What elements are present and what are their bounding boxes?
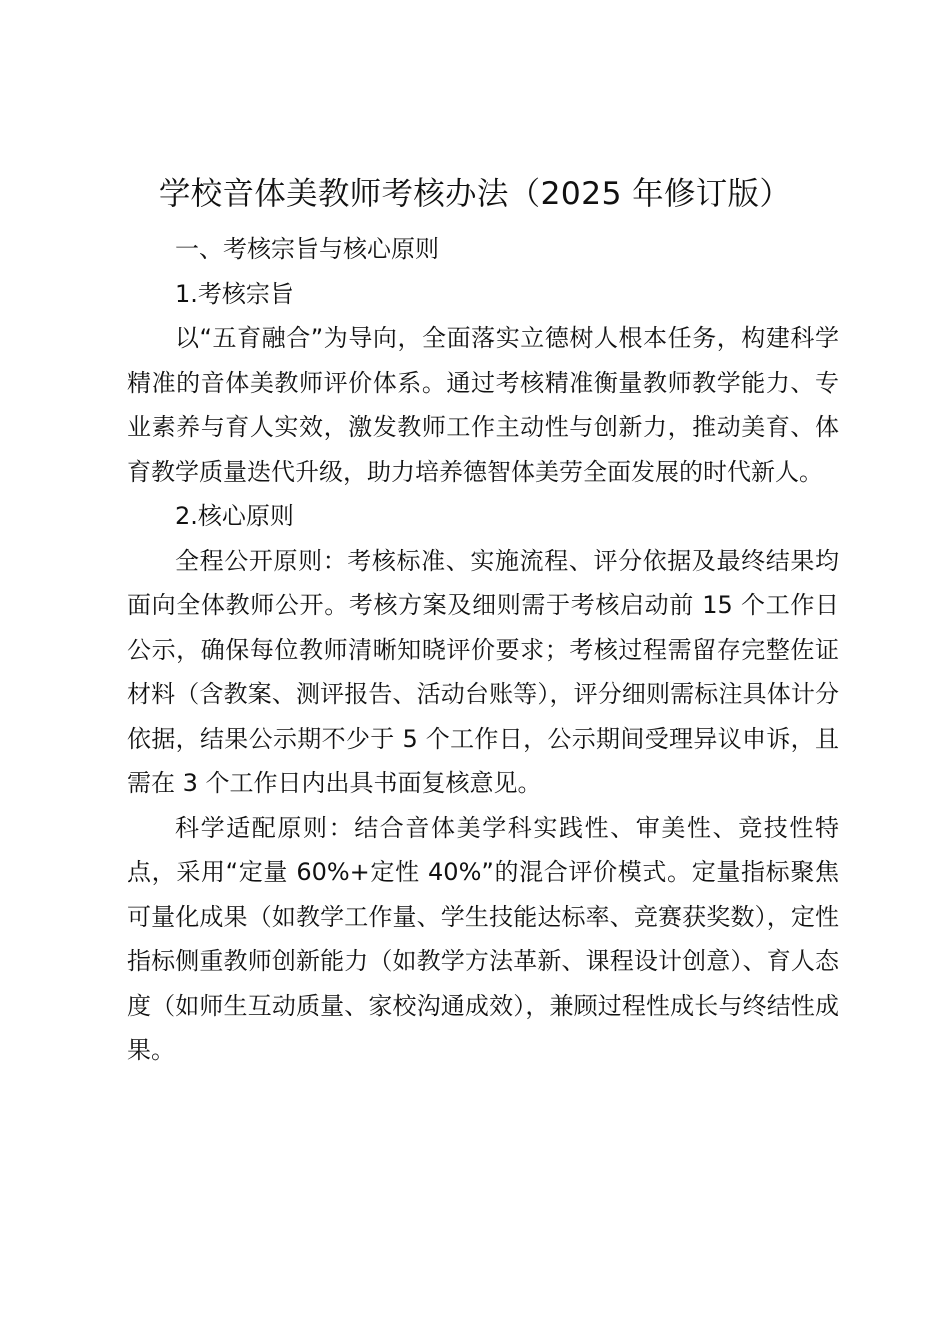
subsection-heading-purpose: 1.考核宗旨 bbox=[175, 279, 294, 308]
paragraph-principle-scientific: 科学适配原则：结合音体美学科实践性、审美性、竞技性特点，采用“定量 60%+定性 40%”的混合评价模式。定量指标聚焦可量化成果（如教学工作量、学生技能达标率、竞赛获奖数），定性指标侧重教师创新能力（如教学方法革新、课程设计创意）、育人态度（如师生互动质量、家校沟通成效），兼顾过程性成长与终结性成果。 bbox=[127, 813, 839, 1064]
paragraph-purpose: 以“五育融合”为导向，全面落实立德树人根本任务，构建科学精准的音体美教师评价体系。通过考核精准衡量教师教学能力、专业素养与育人实效，激发教师工作主动性与创新力，推动美育、体育教学质量迭代升级，助力培养德智体美劳全面发展的时代新人。 bbox=[127, 324, 839, 486]
document-body bbox=[127, 227, 839, 1073]
paragraph-principle-openness: 全程公开原则：考核标准、实施流程、评分依据及最终结果均面向全体教师公开。考核方案及细则需于考核启动前 15 个工作日公示，确保每位教师清晰知晓评价要求；考核过程需留存完整佐证材料（含教案、测评报告、活动台账等），评分细则需标注具体计分依据，结果公示期不少于 5 个工作日，公示期间受理异议申诉，且需在 3 个工作日内出具书面复核意见。 bbox=[127, 546, 839, 797]
subsection-heading-principles: 2.核心原则 bbox=[175, 502, 294, 530]
section-heading-1: 一、考核宗旨与核心原则 bbox=[175, 235, 439, 263]
document-title: 学校音体美教师考核办法（2025 年修订版） bbox=[158, 176, 792, 212]
